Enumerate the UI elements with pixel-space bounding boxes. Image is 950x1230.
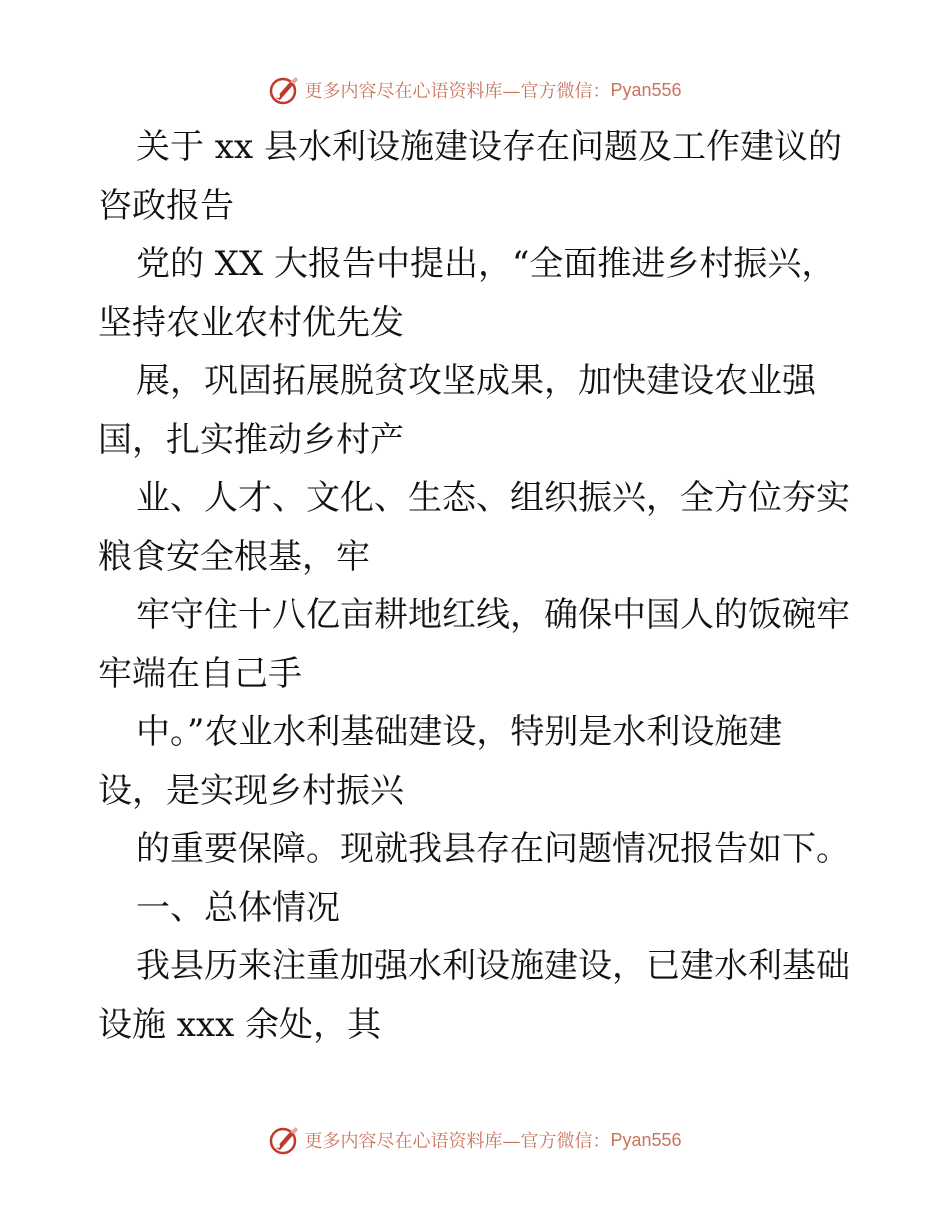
header-watermark bbox=[0, 70, 950, 110]
text-line: 牢端在自己手 bbox=[98, 653, 302, 694]
watermark-text: 更多内容尽在心语资料库—官方微信： bbox=[304, 1131, 611, 1152]
text-line: 国，扎实推动乡村产 bbox=[98, 419, 404, 460]
text-line: 牢守住十八亿亩耕地红线，确保中国人的饭碗牢 bbox=[136, 595, 850, 635]
watermark-text: 更多内容尽在心语资料库—官方微信： bbox=[304, 81, 611, 102]
pen-logo-icon bbox=[268, 74, 300, 106]
text-line: 咨政报告 bbox=[98, 185, 234, 226]
text-line: 设，是实现乡村振兴 bbox=[98, 770, 404, 811]
watermark-wechat-id: Pyan556 bbox=[610, 1129, 682, 1150]
text-line: 设施 xxx 余处，其 bbox=[98, 1004, 382, 1045]
document-body bbox=[98, 118, 858, 1054]
text-line: 我县历来注重加强水利设施建设，已建水利基础 bbox=[136, 946, 850, 986]
pen-logo-icon bbox=[268, 1124, 300, 1156]
text-line: 一、总体情况 bbox=[136, 887, 340, 928]
text-line: 业、人才、文化、生态、组织振兴，全方位夯实 bbox=[136, 478, 850, 518]
text-line: 坚持农业农村优先发 bbox=[98, 302, 404, 343]
text-line: 的重要保障。现就我县存在问题情况报告如下。 bbox=[136, 829, 850, 869]
text-line: 关于 xx 县水利设施建设存在问题及工作建议的 bbox=[136, 127, 842, 167]
text-line: 党的 XX 大报告中提出，“全面推进乡村振兴， bbox=[136, 244, 836, 284]
footer-watermark bbox=[0, 1120, 950, 1160]
text-line: 粮食安全根基，牢 bbox=[98, 536, 370, 577]
text-line: 中。”农业水利基础建设，特别是水利设施建 bbox=[136, 712, 783, 752]
text-line: 展，巩固拓展脱贫攻坚成果，加快建设农业强 bbox=[136, 361, 816, 401]
watermark-wechat-id: Pyan556 bbox=[610, 79, 682, 100]
